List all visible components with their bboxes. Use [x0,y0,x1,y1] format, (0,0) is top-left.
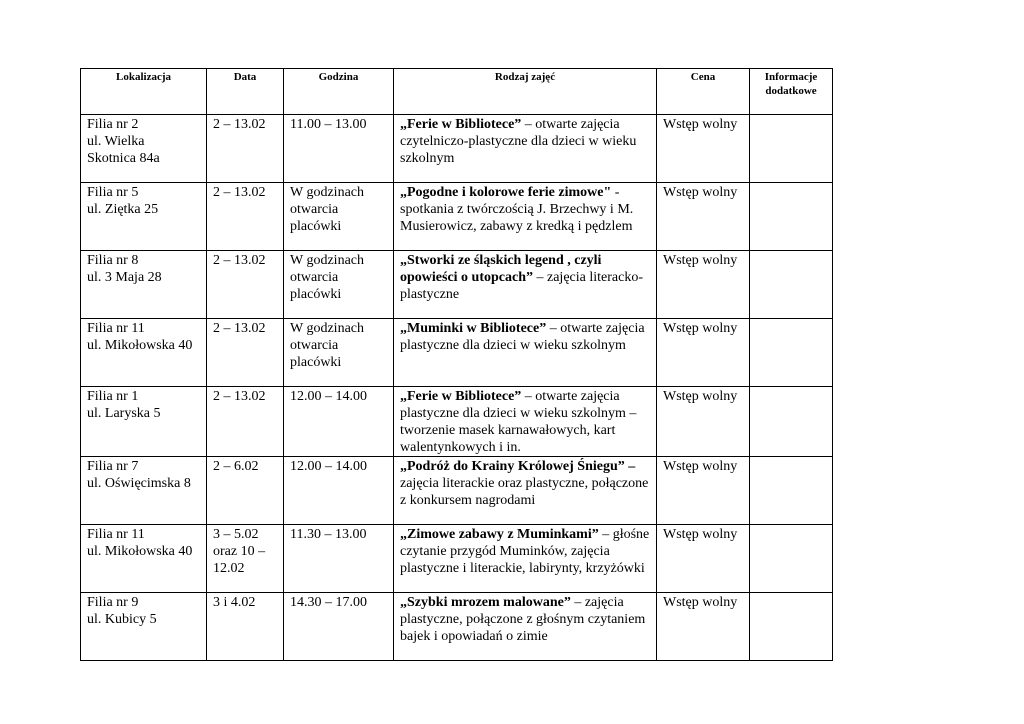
cell-date: 2 – 13.02 [207,319,284,387]
table-row [81,115,833,183]
cell-location: Filia nr 11 ul. Mikołowska 40 [81,319,207,387]
cell-date: 2 – 13.02 [207,251,284,319]
cell-location: Filia nr 9 ul. Kubicy 5 [81,593,207,661]
header-row [81,69,833,115]
cell-price: Wstęp wolny [657,115,750,183]
table-row [81,525,833,593]
cell-location: Filia nr 8 ul. 3 Maja 28 [81,251,207,319]
header-time: Godzina [284,69,394,115]
cell-price: Wstęp wolny [657,319,750,387]
cell-date: 2 – 13.02 [207,183,284,251]
cell-price: Wstęp wolny [657,183,750,251]
cell-info [750,387,833,457]
cell-location: Filia nr 2 ul. Wielka Skotnica 84a [81,115,207,183]
cell-activity [394,319,657,387]
cell-location: Filia nr 7 ul. Oświęcimska 8 [81,457,207,525]
table-row [81,593,833,661]
cell-activity [394,115,657,183]
table-row [81,387,833,457]
cell-info [750,525,833,593]
cell-activity [394,593,657,661]
activity-description: – zajęcia literacko- plastyczne [400,270,643,302]
cell-time: 14.30 – 17.00 [284,593,394,661]
header-date: Data [207,69,284,115]
cell-date: 2 – 13.02 [207,115,284,183]
activity-title: „Ferie w Bibliotece” [400,117,522,132]
cell-info [750,115,833,183]
cell-time: W godzinach otwarcia placówki [284,319,394,387]
activity-title: „Zimowe zabawy z Muminkami” [400,527,599,542]
activity-title: „Ferie w Bibliotece” [400,389,522,404]
table-row [81,457,833,525]
cell-time: 11.00 – 13.00 [284,115,394,183]
cell-info [750,183,833,251]
activity-description: – zajęcia plastyczne, połączone z głośnym czytaniem bajek i opowiadań o zimie [400,595,646,644]
header-price: Cena [657,69,750,115]
activity-description: – otwarte zajęcia plastyczne dla dzieci w wieku szkolnym [400,321,645,353]
cell-price: Wstęp wolny [657,387,750,457]
activity-description: – otwarte zajęcia plastyczne dla dzieci w wieku szkolnym – tworzenie masek karnawałowych, kart walentynkowych i in. [400,389,637,455]
activity-title: „Muminki w Bibliotece” [400,321,547,336]
activity-title: „Pogodne i kolorowe ferie zimowe" [400,185,612,200]
activity-title: „Stworki ze śląskich legend , czyli opowieści o utopcach” [400,253,602,285]
cell-time: W godzinach otwarcia placówki [284,251,394,319]
table-body [81,115,833,661]
cell-price: Wstęp wolny [657,251,750,319]
cell-price: Wstęp wolny [657,457,750,525]
activity-description: – głośne czytanie przygód Muminków, zajęcia plastyczne i literackie, labirynty, krzyżówki [400,527,650,576]
cell-price: Wstęp wolny [657,525,750,593]
header-location: Lokalizacja [81,69,207,115]
cell-activity [394,387,657,457]
cell-date: 3 – 5.02 oraz 10 – 12.02 [207,525,284,593]
cell-date: 3 i 4.02 [207,593,284,661]
activity-description: - spotkania z twórczością J. Brzechwy i M. Musierowicz, zabawy z kredką i pędzlem [400,185,634,234]
cell-date: 2 – 6.02 [207,457,284,525]
cell-info [750,251,833,319]
activity-title: „Szybki mrozem malowane” [400,595,571,610]
activity-description: – otwarte zajęcia czytelniczo-plastyczne dla dzieci w wieku szkolnym [400,117,637,166]
header-info: Informacje dodatkowe [750,69,833,115]
cell-time: 12.00 – 14.00 [284,387,394,457]
cell-activity [394,525,657,593]
activity-description: zajęcia literackie oraz plastyczne, połączone z konkursem nagrodami [400,476,649,508]
cell-time: 11.30 – 13.00 [284,525,394,593]
cell-price: Wstęp wolny [657,593,750,661]
cell-date: 2 – 13.02 [207,387,284,457]
cell-info [750,457,833,525]
cell-location: Filia nr 11 ul. Mikołowska 40 [81,525,207,593]
schedule-table [80,68,833,661]
table-row [81,251,833,319]
cell-time: W godzinach otwarcia placówki [284,183,394,251]
table-row [81,183,833,251]
cell-location: Filia nr 5 ul. Ziętka 25 [81,183,207,251]
cell-time: 12.00 – 14.00 [284,457,394,525]
cell-activity [394,183,657,251]
cell-activity [394,457,657,525]
table-row [81,319,833,387]
cell-info [750,319,833,387]
cell-location: Filia nr 1 ul. Laryska 5 [81,387,207,457]
activity-title: „Podróż do Krainy Królowej Śniegu” – [400,459,636,474]
cell-info [750,593,833,661]
cell-activity [394,251,657,319]
header-activity: Rodzaj zajęć [394,69,657,115]
